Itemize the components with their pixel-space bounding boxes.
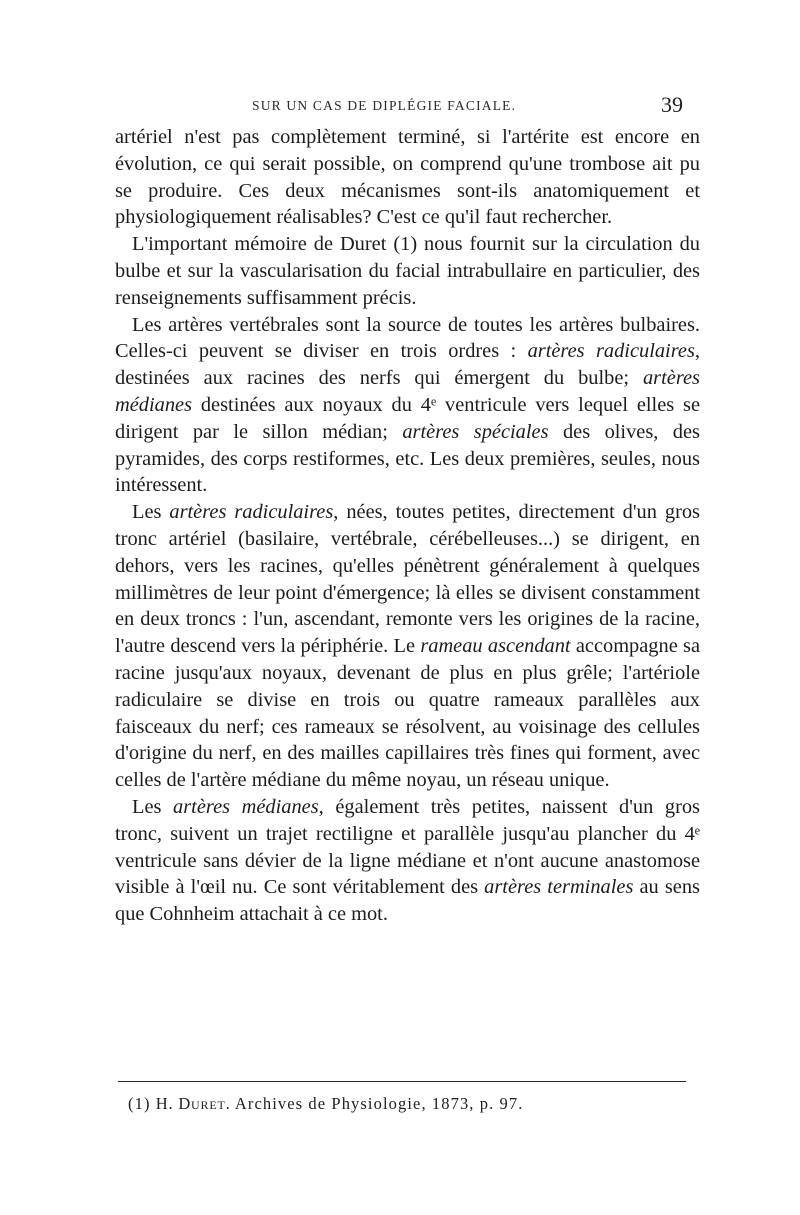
text-run: artériel n'est pas complètement terminé, si l'artérite est encore en évolution, ce qui serait possible, on comprend qu'une trombose ait pu se produire. Ces deux mécanismes sont-ils anatomiquement et physiologiquement réalisables? C'est ce qu'il faut rechercher. [115,126,700,229]
footnote-rule [118,1081,686,1082]
footnote-citation: Archives de Physiologie, 1873, p. 97. [230,1094,524,1113]
running-title: SUR UN CAS DE DIPLÉGIE FACIALE. [252,98,517,113]
paragraph [115,124,700,231]
italic-term: artères médianes [115,367,700,416]
paragraph [115,499,700,794]
italic-term: artères médianes [173,795,319,818]
page-number: 39 [661,92,683,117]
text-run: , également très petites, naissent d'un gros tronc, suivent un trajet rectiligne et parallèle jusqu'au plancher du 4ᵉ ventricule sans dévier de la ligne médiane et n'ont aucune anastomose visible à l'œil nu. Ce sont véritablement des [115,795,700,899]
italic-term: artères spéciales [402,420,549,443]
text-run: Les artères vertébrales sont la source de toutes les artères bulbaires. Celles-ci peuvent se diviser en trois ordres : [115,313,700,363]
text-run: , nées, toutes petites, directement d'un gros tronc artériel (basilaire, vertébrale, cérébelleuses...) se dirigent, en dehors, vers les racines, qu'elles pénètrent généralement à quelques millimètres de leur point d'émergence; là elles se divisent constamment en deux troncs : l'un, ascendant, remonte vers les origines de la racine, l'autre descend vers la périphérie. Le [115,501,700,658]
text-run: accompagne sa racine jusqu'aux noyaux, devenant de plus en plus grêle; l'artériole radiculaire se divise en trois ou quatre rameaux parallèles aux faisceaux du nerf; ces rameaux se résolvent, au voisinage des cellules d'origine du nerf, en des mailles capillaires très fines qui forment, avec celles de l'artère médiane du même noyau, un réseau unique. [115,635,700,792]
footnote [128,1094,688,1114]
italic-term: artères radiculaires [169,501,334,524]
body-text [115,124,700,928]
text-run: Les [132,795,174,818]
text-run: Les [132,501,170,524]
italic-term: artères radiculaires [527,340,695,363]
text-run: des olives, des pyramides, des corps restiformes, etc. Les deux premières, seules, nous intéressent. [115,420,700,497]
paragraph [115,312,700,500]
italic-term: rameau ascendant [420,635,571,658]
italic-term: artères terminales [484,876,634,899]
footnote-marker: (1) [128,1094,156,1113]
text-run: destinées aux noyaux du 4ᵉ ventricule vers lequel elles se dirigent par le sillon médian; [115,393,700,443]
text-run: , destinées aux racines des nerfs qui émergent du bulbe; [115,340,700,390]
footnote-author: H. Duret. [155,1094,231,1113]
text-run: au sens que Cohnheim attachait à ce mot. [115,876,700,926]
page-header [0,92,800,122]
paragraph [115,231,700,311]
text-run: L'important mémoire de Duret (1) nous fournit sur la circulation du bulbe et sur la vascularisation du facial intrabullaire en particulier, des renseignements suffisamment précis. [115,233,700,309]
paragraph [115,794,700,928]
